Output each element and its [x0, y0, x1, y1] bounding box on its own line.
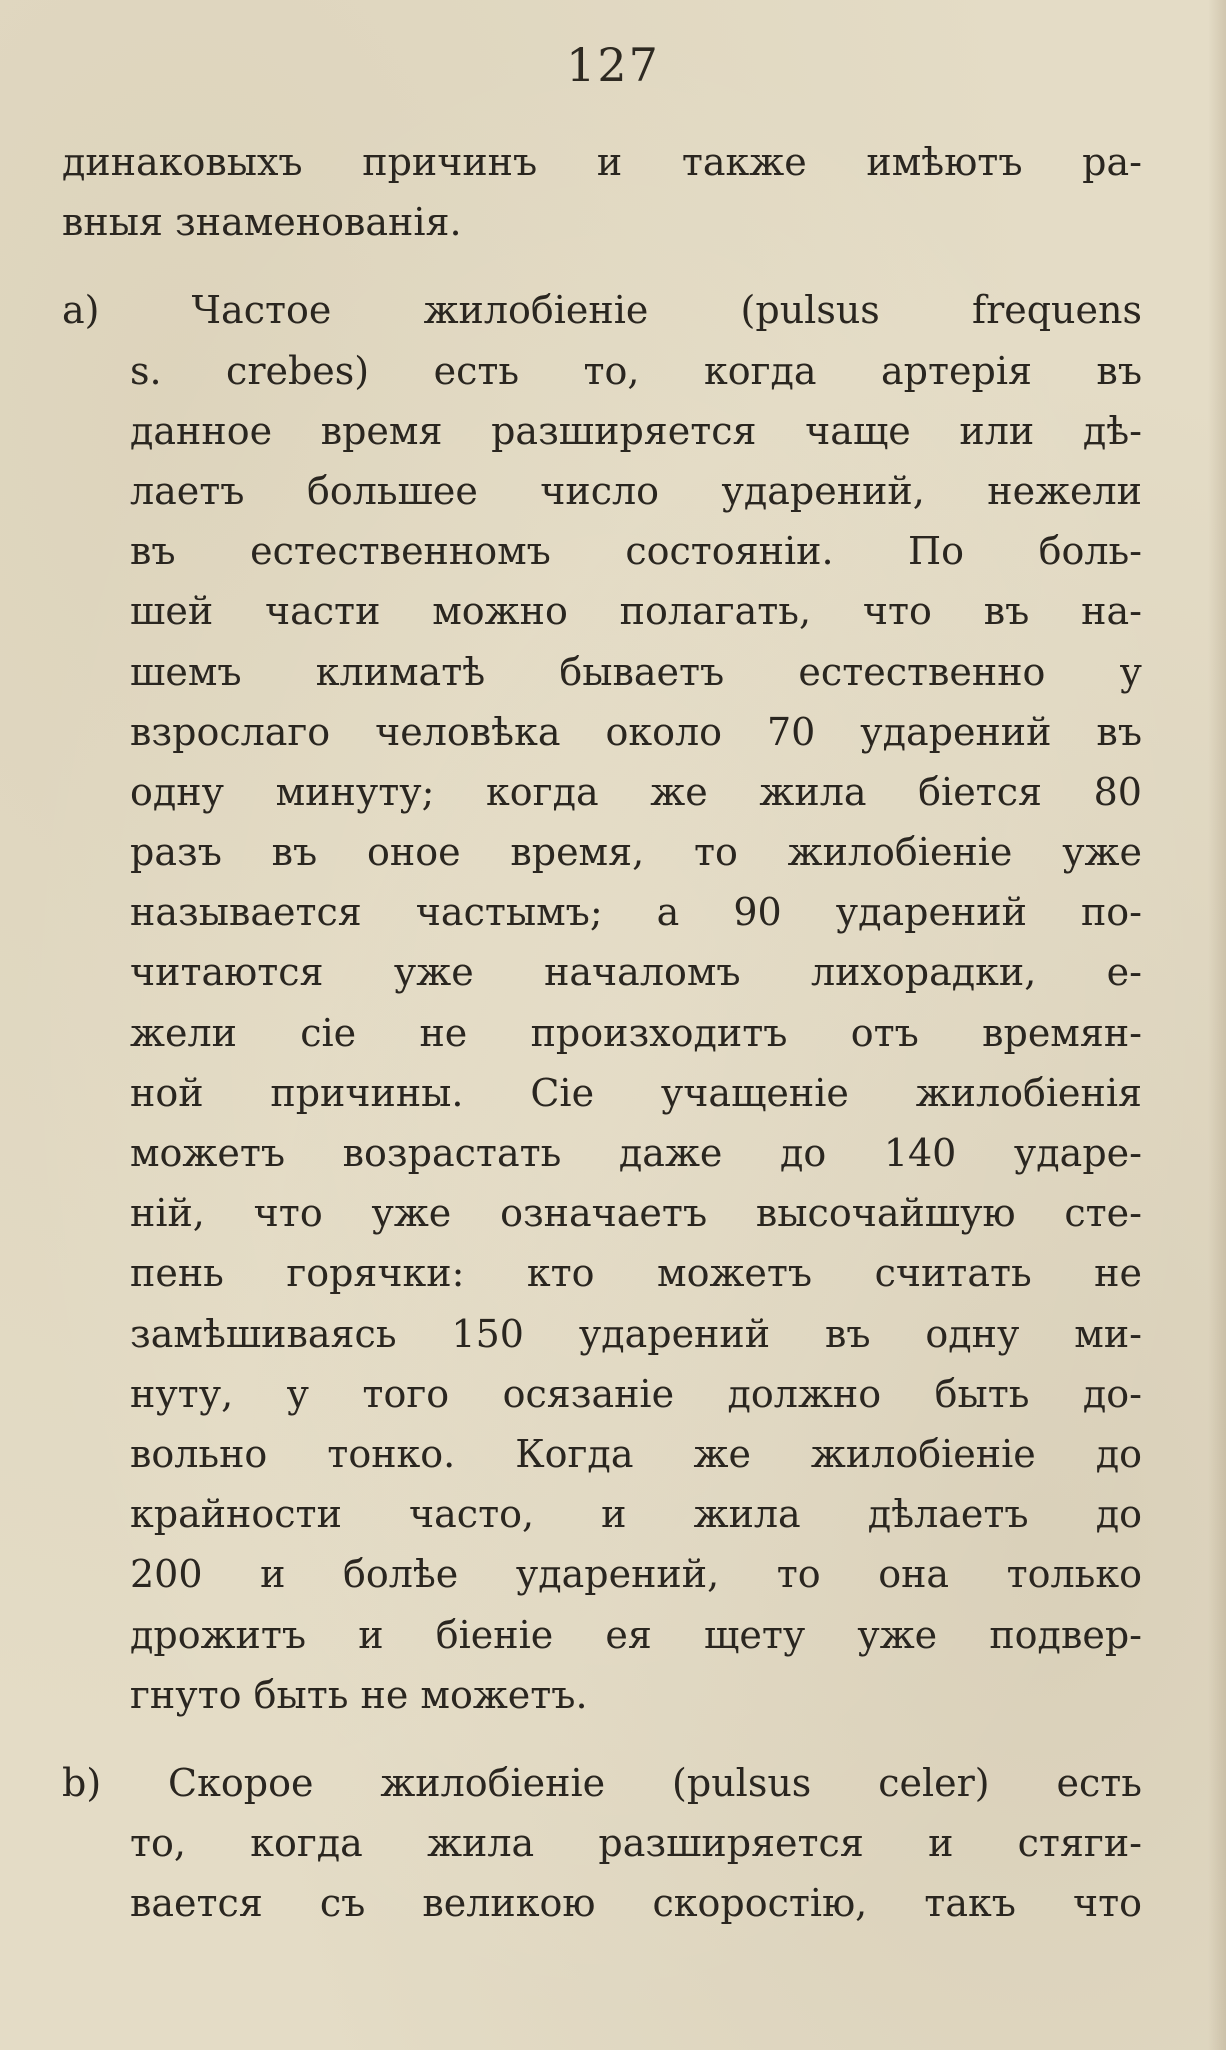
text-line: одну минуту; когда же жила біется 80: [130, 769, 1142, 814]
text-line: въ естественномъ состояніи. По боль-: [130, 529, 1142, 574]
text-line: шей части можно полагать, что въ на-: [130, 589, 1142, 634]
text-line: ній, что уже означаетъ высочайшую сте-: [130, 1191, 1142, 1236]
text-line: вается съ великою скоростію, такъ что: [130, 1881, 1142, 1926]
text-line: пень горячки: кто можетъ считать не: [130, 1251, 1142, 1296]
paragraph-gap: [62, 252, 1142, 280]
paragraph-gap: [62, 1725, 1142, 1753]
text-line: разъ въ оное время, то жилобіеніе уже: [130, 830, 1142, 875]
text-line: взрослаго человѣка около 70 ударений въ: [130, 709, 1142, 754]
text-line: гнуто быть не можетъ.: [130, 1672, 588, 1717]
text-line: лаетъ большее число ударений, нежели: [130, 468, 1142, 513]
text-line: можетъ возрастать даже до 140 ударе-: [130, 1131, 1142, 1175]
body-text: [62, 132, 1142, 1933]
text-line: то, когда жила разширяется и стяги-: [130, 1821, 1142, 1866]
text-line: динаковыхъ причинъ и также имѣютъ ра-: [62, 140, 1142, 184]
text-line: называется частымъ; а 90 ударений по-: [130, 890, 1142, 935]
text-line: вныя знаменованія.: [62, 200, 462, 245]
text-line: 200 и болѣе ударений, то она только: [130, 1552, 1142, 1597]
text-line: a) Частое жилобіеніе (pulsus frequens: [62, 288, 1142, 333]
text-line: b) Скорое жилобіеніе (pulsus celer) есть: [62, 1760, 1142, 1805]
text-line: вольно тонко. Когда же жилобіеніе до: [130, 1431, 1142, 1476]
text-line: замѣшиваясь 150 ударений въ одну ми-: [130, 1311, 1142, 1356]
text-line: шемъ климатѣ бываетъ естественно у: [130, 649, 1142, 694]
page-number: 127: [566, 38, 660, 92]
text-line: нуту, у того осязаніе должно быть до-: [130, 1371, 1142, 1416]
text-line: крайности часто, и жила дѣлаетъ до: [130, 1492, 1142, 1537]
text-line: читаются уже началомъ лихорадки, е-: [130, 950, 1142, 995]
text-line: жели сіе не произходитъ отъ времян-: [130, 1010, 1142, 1055]
text-line: s. crebes) есть то, когда артерія въ: [130, 348, 1142, 393]
text-line: дрожитъ и біеніе ея щету уже подвер-: [130, 1612, 1142, 1657]
text-line: данное время разширяется чаще или дѣ-: [130, 408, 1142, 453]
scan-edge-shadow: [1208, 0, 1226, 2050]
text-line: ной причины. Сіе учащеніе жилобіенія: [130, 1070, 1142, 1115]
